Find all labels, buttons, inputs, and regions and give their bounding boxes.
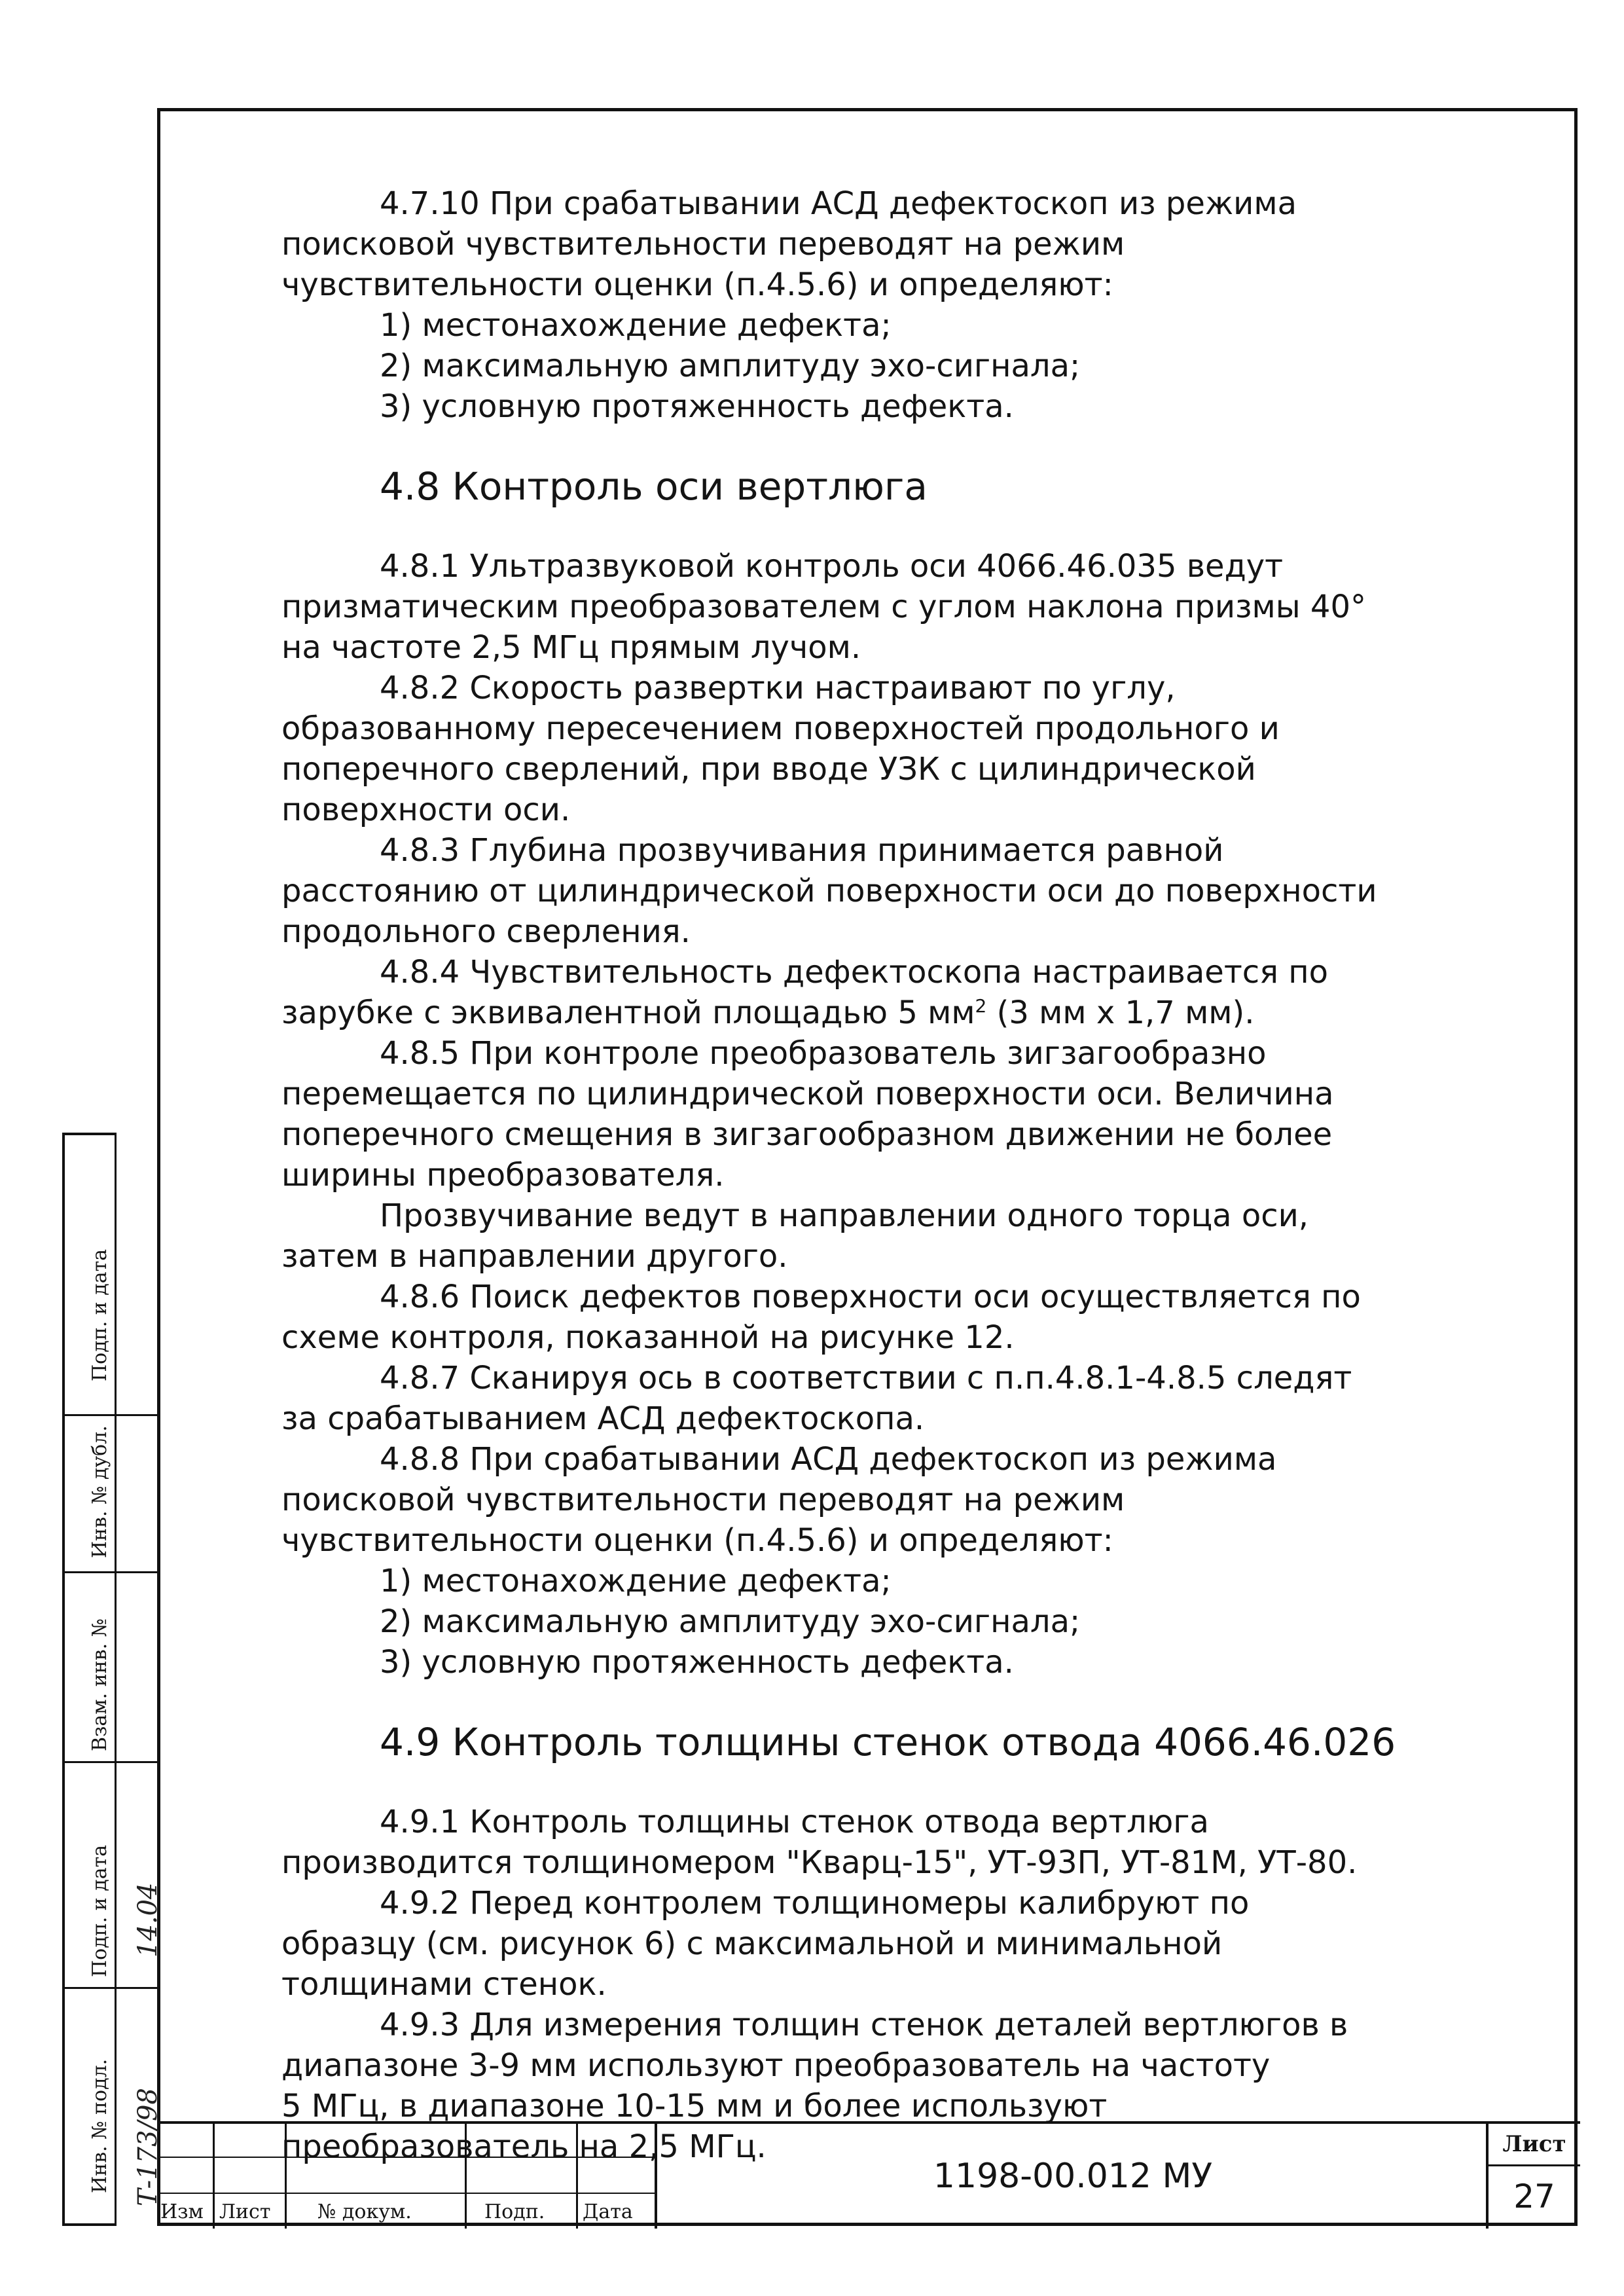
document-body (281, 183, 1434, 2167)
text-line: расстоянию от цилиндрической поверхности оси до поверхности (281, 873, 1377, 909)
handwritten-date: 14.04 (133, 1882, 163, 1958)
text-line: 4.7.10 При срабатывании АСД дефектоскоп из режима (380, 185, 1297, 222)
superscript: 2 (975, 995, 987, 1017)
title-block (157, 2121, 1578, 2226)
text-line: поисковой чувствительности переводят на режим (281, 226, 1125, 263)
text-line: 4.9.2 Перед контролем толщиномеры калибруют по (380, 1885, 1250, 1922)
revision-column-divider (465, 2124, 467, 2229)
text-line: за срабатыванием АСД дефектоскопа. (281, 1400, 925, 1437)
col-label-doc-number: № докум. (317, 2200, 412, 2223)
text-line: 1) местонахождение дефекта; (380, 1563, 892, 1599)
stamp-label-replace-inv: Взам. инв. № (88, 1618, 111, 1751)
revision-column-divider (213, 2124, 215, 2229)
text-line: продольного сверления. (281, 913, 691, 950)
sheet-box (1486, 2121, 1580, 2229)
revision-row (157, 2157, 655, 2158)
revision-row (157, 2193, 655, 2194)
text-line: схеме контроля, показанной на рисунке 12. (281, 1319, 1015, 1356)
text-line: 4.8.6 Поиск дефектов поверхности оси осуществляется по (380, 1279, 1361, 1315)
stamp-label-sign-date-2: Подп. и дата (88, 1844, 111, 1977)
margin-stamp-values-column (115, 1133, 159, 2226)
revision-table (157, 2121, 655, 2229)
text-line: 5 МГц, в диапазоне 10-15 мм и более используют (281, 2088, 1108, 2124)
text-line: производится толщиномером "Кварц-15", УТ-93П, УТ-81М, УТ-80. (281, 1844, 1358, 1881)
text-line: поисковой чувствительности переводят на режим (281, 1482, 1125, 1518)
text-line: призматическим преобразователем с углом наклона призмы 40° (281, 589, 1366, 625)
section-heading: 4.9 Контроль толщины стенок отвода 4066.46.026 (380, 1720, 1396, 1764)
text-line: чувствительности оценки (п.4.5.6) и определяют: (281, 1522, 1113, 1559)
text-line: 4.8.2 Скорость развертки настраивают по углу, (380, 670, 1176, 706)
text-line: 3) условную протяженность дефекта. (380, 388, 1014, 425)
stamp-label-sign-date-1: Подп. и дата (88, 1248, 111, 1381)
text-line: Прозвучивание ведут в направлении одного торца оси, (380, 1197, 1309, 1234)
revision-column-divider (285, 2124, 287, 2229)
stamp-label-dup-inv: Инв. № дубл. (88, 1425, 111, 1558)
text-line: 4.8.4 Чувствительность дефектоскопа настраивается по (380, 954, 1329, 991)
revision-column-divider (576, 2124, 578, 2229)
stamp-divider (62, 1414, 157, 1416)
sheet-label: Лист (1489, 2124, 1580, 2166)
col-label-date: Дата (583, 2200, 633, 2223)
text-line: 1) местонахождение дефекта; (380, 307, 892, 344)
text-line: на частоте 2,5 МГц прямым лучом. (281, 629, 861, 666)
text-line: ширины преобразователя. (281, 1157, 725, 1194)
stamp-divider (62, 1761, 157, 1763)
text-line: затем в направлении другого. (281, 1238, 788, 1275)
text-line: 4.9.3 Для измерения толщин стенок деталей вертлюгов в (380, 2007, 1348, 2043)
section-heading: 4.8 Контроль оси вертлюга (380, 464, 928, 509)
text-line: чувствительности оценки (п.4.5.6) и определяют: (281, 266, 1113, 303)
stamp-divider (62, 1987, 157, 1989)
stamp-divider (62, 1571, 157, 1573)
text-line: 2) максимальную амплитуду эхо-сигнала; (380, 348, 1081, 384)
text-line: 4.8.7 Сканируя ось в соответствии с п.п.4.8.1-4.8.5 следят (380, 1360, 1352, 1396)
stamp-label-orig-inv: Инв. № подл. (88, 2058, 111, 2193)
col-label-sheet: Лист (219, 2200, 271, 2223)
text-line: 4.9.1 Контроль толщины стенок отвода вертлюга (380, 1804, 1209, 1840)
margin-stamp (62, 1133, 163, 2226)
document-code: 1198-00.012 МУ (655, 2121, 1489, 2229)
text-line: образованному пересечением поверхностей продольного и (281, 710, 1280, 747)
text-line: образцу (см. рисунок 6) с максимальной и минимальной (281, 1925, 1223, 1962)
text-line: 4.8.3 Глубина прозвучивания принимается равной (380, 832, 1224, 869)
sheet-number: 27 (1513, 2178, 1555, 2215)
handwritten-inventory-number: Т-173/98 (133, 2088, 163, 2206)
text-line: 3) условную протяженность дефекта. (380, 1644, 1014, 1681)
text-line: перемещается по цилиндрической поверхности оси. Величина (281, 1076, 1334, 1112)
col-label-signature: Подп. (484, 2200, 545, 2223)
text-line: 4.8.5 При контроле преобразователь зигзагообразно (380, 1035, 1267, 1072)
text-line: поперечного смещения в зигзагообразном движении не более (281, 1116, 1333, 1153)
text-line: 2) максимальную амплитуду эхо-сигнала; (380, 1603, 1081, 1640)
text-line: поверхности оси. (281, 792, 571, 828)
text-line: зарубке с эквивалентной площадью 5 $мм^2$ (3 мм х 1,7 мм). (281, 994, 1255, 1031)
text-line: толщинами стенок. (281, 1966, 607, 2003)
text-line: 4.8.8 При срабатывании АСД дефектоскоп из режима (380, 1441, 1277, 1478)
text-line: диапазоне 3-9 мм используют преобразователь на частоту (281, 2047, 1271, 2084)
col-label-change: Изм (160, 2200, 204, 2223)
text-line: поперечного сверлений, при вводе УЗК с цилиндрической (281, 751, 1256, 788)
text-line: преобразователь на 2,5 МГц. (281, 2128, 767, 2165)
text-line: 4.8.1 Ультразвуковой контроль оси 4066.46.035 ведут (380, 548, 1284, 585)
